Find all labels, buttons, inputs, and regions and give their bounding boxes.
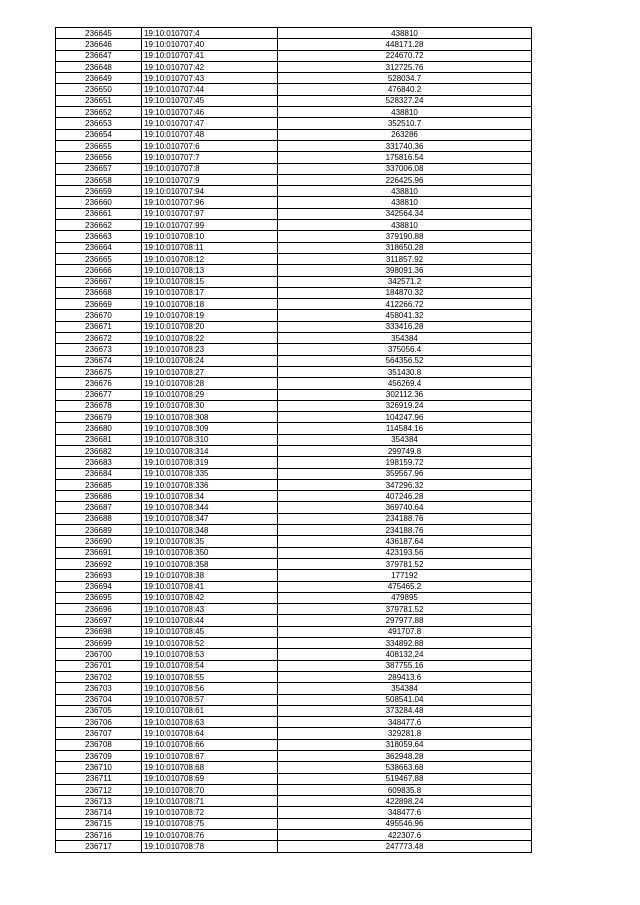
table-row xyxy=(56,61,532,72)
cadastral-number-cell: 19:10:010708:344 xyxy=(142,502,278,513)
table-row xyxy=(56,604,532,615)
cadastral-number-cell: 19:10:010708:12 xyxy=(142,253,278,264)
cadastral-number-cell: 19:10:010708:44 xyxy=(142,615,278,626)
cadastral-number-cell: 19:10:010707:99 xyxy=(142,220,278,231)
row-number-cell: 236671 xyxy=(56,321,142,332)
records-table-body xyxy=(56,28,532,853)
table-row xyxy=(56,536,532,547)
table-row xyxy=(56,95,532,106)
row-number-cell: 236713 xyxy=(56,796,142,807)
value-cell: 263286 xyxy=(278,129,532,140)
table-row xyxy=(56,208,532,219)
cadastral-number-cell: 19:10:010707:40 xyxy=(142,39,278,50)
value-cell: 359567.96 xyxy=(278,468,532,479)
cadastral-number-cell: 19:10:010708:319 xyxy=(142,457,278,468)
cadastral-number-cell: 19:10:010708:348 xyxy=(142,525,278,536)
value-cell: 609835.8 xyxy=(278,784,532,795)
row-number-cell: 236681 xyxy=(56,434,142,445)
row-number-cell: 236672 xyxy=(56,333,142,344)
table-row xyxy=(56,728,532,739)
cadastral-number-cell: 19:10:010708:19 xyxy=(142,310,278,321)
row-number-cell: 236650 xyxy=(56,84,142,95)
table-row xyxy=(56,231,532,242)
row-number-cell: 236716 xyxy=(56,830,142,841)
value-cell: 438810 xyxy=(278,107,532,118)
table-row xyxy=(56,649,532,660)
table-row xyxy=(56,321,532,332)
row-number-cell: 236647 xyxy=(56,50,142,61)
value-cell: 412266.72 xyxy=(278,299,532,310)
row-number-cell: 236679 xyxy=(56,412,142,423)
table-row xyxy=(56,457,532,468)
cadastral-number-cell: 19:10:010708:11 xyxy=(142,242,278,253)
value-cell: 528327.24 xyxy=(278,95,532,106)
value-cell: 458041.32 xyxy=(278,310,532,321)
cadastral-number-cell: 19:10:010708:308 xyxy=(142,412,278,423)
value-cell: 519467.88 xyxy=(278,773,532,784)
cadastral-number-cell: 19:10:010707:45 xyxy=(142,95,278,106)
value-cell: 318059.64 xyxy=(278,739,532,750)
value-cell: 495546.96 xyxy=(278,818,532,829)
row-number-cell: 236658 xyxy=(56,174,142,185)
table-row xyxy=(56,615,532,626)
value-cell: 476840.2 xyxy=(278,84,532,95)
cadastral-number-cell: 19:10:010708:53 xyxy=(142,649,278,660)
row-number-cell: 236660 xyxy=(56,197,142,208)
row-number-cell: 236664 xyxy=(56,242,142,253)
value-cell: 114584.16 xyxy=(278,423,532,434)
row-number-cell: 236655 xyxy=(56,140,142,151)
value-cell: 379781.52 xyxy=(278,604,532,615)
value-cell: 438810 xyxy=(278,220,532,231)
row-number-cell: 236715 xyxy=(56,818,142,829)
row-number-cell: 236712 xyxy=(56,784,142,795)
row-number-cell: 236684 xyxy=(56,468,142,479)
value-cell: 184870.32 xyxy=(278,287,532,298)
cadastral-number-cell: 19:10:010707:4 xyxy=(142,28,278,39)
row-number-cell: 236662 xyxy=(56,220,142,231)
cadastral-number-cell: 19:10:010708:78 xyxy=(142,841,278,852)
value-cell: 302112.36 xyxy=(278,389,532,400)
cadastral-number-cell: 19:10:010707:48 xyxy=(142,129,278,140)
cadastral-number-cell: 19:10:010708:54 xyxy=(142,660,278,671)
cadastral-number-cell: 19:10:010708:28 xyxy=(142,378,278,389)
row-number-cell: 236652 xyxy=(56,107,142,118)
table-row xyxy=(56,412,532,423)
row-number-cell: 236666 xyxy=(56,265,142,276)
value-cell: 373284.48 xyxy=(278,705,532,716)
value-cell: 326919.24 xyxy=(278,400,532,411)
table-row xyxy=(56,491,532,502)
table-row xyxy=(56,739,532,750)
table-row xyxy=(56,287,532,298)
value-cell: 104247.96 xyxy=(278,412,532,423)
table-row xyxy=(56,242,532,253)
data-sheet xyxy=(55,27,531,853)
table-row xyxy=(56,389,532,400)
cadastral-number-cell: 19:10:010707:43 xyxy=(142,73,278,84)
value-cell: 528034.7 xyxy=(278,73,532,84)
value-cell: 369740.64 xyxy=(278,502,532,513)
cadastral-number-cell: 19:10:010708:13 xyxy=(142,265,278,276)
cadastral-number-cell: 19:10:010708:336 xyxy=(142,479,278,490)
cadastral-number-cell: 19:10:010708:68 xyxy=(142,762,278,773)
row-number-cell: 236705 xyxy=(56,705,142,716)
row-number-cell: 236656 xyxy=(56,152,142,163)
row-number-cell: 236676 xyxy=(56,378,142,389)
table-row xyxy=(56,310,532,321)
table-row xyxy=(56,479,532,490)
row-number-cell: 236699 xyxy=(56,638,142,649)
value-cell: 438810 xyxy=(278,186,532,197)
value-cell: 342564.34 xyxy=(278,208,532,219)
cadastral-number-cell: 19:10:010708:30 xyxy=(142,400,278,411)
table-row xyxy=(56,671,532,682)
cadastral-number-cell: 19:10:010708:43 xyxy=(142,604,278,615)
table-row xyxy=(56,265,532,276)
table-row xyxy=(56,525,532,536)
cadastral-number-cell: 19:10:010708:38 xyxy=(142,570,278,581)
row-number-cell: 236694 xyxy=(56,581,142,592)
value-cell: 352510.7 xyxy=(278,118,532,129)
value-cell: 538663.68 xyxy=(278,762,532,773)
cadastral-number-cell: 19:10:010708:358 xyxy=(142,558,278,569)
records-table xyxy=(55,27,532,853)
value-cell: 436187.64 xyxy=(278,536,532,547)
cadastral-number-cell: 19:10:010708:71 xyxy=(142,796,278,807)
value-cell: 354384 xyxy=(278,333,532,344)
cadastral-number-cell: 19:10:010708:52 xyxy=(142,638,278,649)
table-row xyxy=(56,84,532,95)
cadastral-number-cell: 19:10:010707:46 xyxy=(142,107,278,118)
cadastral-number-cell: 19:10:010708:34 xyxy=(142,491,278,502)
table-row xyxy=(56,592,532,603)
row-number-cell: 236696 xyxy=(56,604,142,615)
table-row xyxy=(56,366,532,377)
table-row xyxy=(56,581,532,592)
table-row xyxy=(56,784,532,795)
row-number-cell: 236686 xyxy=(56,491,142,502)
row-number-cell: 236685 xyxy=(56,479,142,490)
table-row xyxy=(56,423,532,434)
value-cell: 337006.08 xyxy=(278,163,532,174)
value-cell: 331740.36 xyxy=(278,140,532,151)
row-number-cell: 236710 xyxy=(56,762,142,773)
row-number-cell: 236646 xyxy=(56,39,142,50)
table-row xyxy=(56,626,532,637)
value-cell: 448171.28 xyxy=(278,39,532,50)
row-number-cell: 236663 xyxy=(56,231,142,242)
row-number-cell: 236697 xyxy=(56,615,142,626)
cadastral-number-cell: 19:10:010707:44 xyxy=(142,84,278,95)
row-number-cell: 236645 xyxy=(56,28,142,39)
cadastral-number-cell: 19:10:010708:45 xyxy=(142,626,278,637)
table-row xyxy=(56,73,532,84)
value-cell: 456269.4 xyxy=(278,378,532,389)
row-number-cell: 236693 xyxy=(56,570,142,581)
value-cell: 508541.04 xyxy=(278,694,532,705)
row-number-cell: 236711 xyxy=(56,773,142,784)
table-row xyxy=(56,762,532,773)
cadastral-number-cell: 19:10:010708:347 xyxy=(142,513,278,524)
table-row xyxy=(56,445,532,456)
value-cell: 491707.8 xyxy=(278,626,532,637)
value-cell: 387755.16 xyxy=(278,660,532,671)
cadastral-number-cell: 19:10:010707:41 xyxy=(142,50,278,61)
cadastral-number-cell: 19:10:010708:20 xyxy=(142,321,278,332)
cadastral-number-cell: 19:10:010707:47 xyxy=(142,118,278,129)
cadastral-number-cell: 19:10:010708:35 xyxy=(142,536,278,547)
cadastral-number-cell: 19:10:010708:72 xyxy=(142,807,278,818)
row-number-cell: 236657 xyxy=(56,163,142,174)
row-number-cell: 236675 xyxy=(56,366,142,377)
row-number-cell: 236651 xyxy=(56,95,142,106)
value-cell: 438810 xyxy=(278,197,532,208)
table-row xyxy=(56,355,532,366)
table-row xyxy=(56,39,532,50)
value-cell: 351430.8 xyxy=(278,366,532,377)
cadastral-number-cell: 19:10:010707:8 xyxy=(142,163,278,174)
cadastral-number-cell: 19:10:010707:7 xyxy=(142,152,278,163)
row-number-cell: 236703 xyxy=(56,683,142,694)
table-row xyxy=(56,50,532,61)
value-cell: 334892.88 xyxy=(278,638,532,649)
table-row xyxy=(56,773,532,784)
value-cell: 234188.76 xyxy=(278,525,532,536)
value-cell: 362948.28 xyxy=(278,751,532,762)
row-number-cell: 236691 xyxy=(56,547,142,558)
cadastral-number-cell: 19:10:010708:17 xyxy=(142,287,278,298)
cadastral-number-cell: 19:10:010708:70 xyxy=(142,784,278,795)
table-row xyxy=(56,705,532,716)
row-number-cell: 236708 xyxy=(56,739,142,750)
row-number-cell: 236669 xyxy=(56,299,142,310)
row-number-cell: 236677 xyxy=(56,389,142,400)
cadastral-number-cell: 19:10:010707:94 xyxy=(142,186,278,197)
table-row xyxy=(56,513,532,524)
row-number-cell: 236689 xyxy=(56,525,142,536)
value-cell: 175816.54 xyxy=(278,152,532,163)
table-row xyxy=(56,841,532,852)
value-cell: 333416.28 xyxy=(278,321,532,332)
value-cell: 297977.88 xyxy=(278,615,532,626)
value-cell: 234188.76 xyxy=(278,513,532,524)
table-row xyxy=(56,434,532,445)
table-row xyxy=(56,558,532,569)
cadastral-number-cell: 19:10:010707:97 xyxy=(142,208,278,219)
table-row xyxy=(56,502,532,513)
row-number-cell: 236654 xyxy=(56,129,142,140)
table-row xyxy=(56,186,532,197)
table-row xyxy=(56,129,532,140)
value-cell: 177192 xyxy=(278,570,532,581)
cadastral-number-cell: 19:10:010708:76 xyxy=(142,830,278,841)
cadastral-number-cell: 19:10:010708:55 xyxy=(142,671,278,682)
table-row xyxy=(56,174,532,185)
row-number-cell: 236687 xyxy=(56,502,142,513)
cadastral-number-cell: 19:10:010707:42 xyxy=(142,61,278,72)
table-row xyxy=(56,638,532,649)
table-row xyxy=(56,818,532,829)
row-number-cell: 236668 xyxy=(56,287,142,298)
row-number-cell: 236706 xyxy=(56,717,142,728)
cadastral-number-cell: 19:10:010708:10 xyxy=(142,231,278,242)
value-cell: 311857.92 xyxy=(278,253,532,264)
value-cell: 379781.52 xyxy=(278,558,532,569)
table-row xyxy=(56,468,532,479)
table-row xyxy=(56,163,532,174)
row-number-cell: 236701 xyxy=(56,660,142,671)
cadastral-number-cell: 19:10:010708:310 xyxy=(142,434,278,445)
cadastral-number-cell: 19:10:010708:350 xyxy=(142,547,278,558)
value-cell: 348477.6 xyxy=(278,717,532,728)
cadastral-number-cell: 19:10:010707:96 xyxy=(142,197,278,208)
cadastral-number-cell: 19:10:010708:27 xyxy=(142,366,278,377)
row-number-cell: 236698 xyxy=(56,626,142,637)
table-row xyxy=(56,570,532,581)
table-row xyxy=(56,152,532,163)
value-cell: 475465.2 xyxy=(278,581,532,592)
value-cell: 354384 xyxy=(278,434,532,445)
value-cell: 318650.28 xyxy=(278,242,532,253)
cadastral-number-cell: 19:10:010708:69 xyxy=(142,773,278,784)
value-cell: 408132.24 xyxy=(278,649,532,660)
cadastral-number-cell: 19:10:010708:56 xyxy=(142,683,278,694)
table-row xyxy=(56,253,532,264)
value-cell: 289413.6 xyxy=(278,671,532,682)
cadastral-number-cell: 19:10:010708:29 xyxy=(142,389,278,400)
table-row xyxy=(56,107,532,118)
table-row xyxy=(56,333,532,344)
table-row xyxy=(56,660,532,671)
table-row xyxy=(56,28,532,39)
row-number-cell: 236667 xyxy=(56,276,142,287)
cadastral-number-cell: 19:10:010708:24 xyxy=(142,355,278,366)
table-row xyxy=(56,807,532,818)
table-row xyxy=(56,197,532,208)
row-number-cell: 236690 xyxy=(56,536,142,547)
value-cell: 354384 xyxy=(278,683,532,694)
cadastral-number-cell: 19:10:010708:75 xyxy=(142,818,278,829)
value-cell: 423193.56 xyxy=(278,547,532,558)
table-row xyxy=(56,276,532,287)
value-cell: 438810 xyxy=(278,28,532,39)
row-number-cell: 236692 xyxy=(56,558,142,569)
value-cell: 422898.24 xyxy=(278,796,532,807)
cadastral-number-cell: 19:10:010708:63 xyxy=(142,717,278,728)
value-cell: 564356.52 xyxy=(278,355,532,366)
table-row xyxy=(56,220,532,231)
row-number-cell: 236665 xyxy=(56,253,142,264)
value-cell: 226425.96 xyxy=(278,174,532,185)
row-number-cell: 236653 xyxy=(56,118,142,129)
value-cell: 247773.48 xyxy=(278,841,532,852)
row-number-cell: 236702 xyxy=(56,671,142,682)
value-cell: 407246.28 xyxy=(278,491,532,502)
table-row xyxy=(56,796,532,807)
table-row xyxy=(56,683,532,694)
table-row xyxy=(56,830,532,841)
cadastral-number-cell: 19:10:010708:23 xyxy=(142,344,278,355)
value-cell: 347296.32 xyxy=(278,479,532,490)
row-number-cell: 236709 xyxy=(56,751,142,762)
row-number-cell: 236649 xyxy=(56,73,142,84)
value-cell: 375056.4 xyxy=(278,344,532,355)
cadastral-number-cell: 19:10:010708:22 xyxy=(142,333,278,344)
value-cell: 329281.8 xyxy=(278,728,532,739)
value-cell: 342571.2 xyxy=(278,276,532,287)
table-row xyxy=(56,140,532,151)
value-cell: 299749.8 xyxy=(278,445,532,456)
table-row xyxy=(56,378,532,389)
value-cell: 348477.6 xyxy=(278,807,532,818)
row-number-cell: 236678 xyxy=(56,400,142,411)
row-number-cell: 236682 xyxy=(56,445,142,456)
cadastral-number-cell: 19:10:010708:67 xyxy=(142,751,278,762)
row-number-cell: 236648 xyxy=(56,61,142,72)
cadastral-number-cell: 19:10:010708:335 xyxy=(142,468,278,479)
cadastral-number-cell: 19:10:010708:61 xyxy=(142,705,278,716)
row-number-cell: 236659 xyxy=(56,186,142,197)
value-cell: 422307.6 xyxy=(278,830,532,841)
table-row xyxy=(56,717,532,728)
value-cell: 224670.72 xyxy=(278,50,532,61)
row-number-cell: 236717 xyxy=(56,841,142,852)
cadastral-number-cell: 19:10:010708:309 xyxy=(142,423,278,434)
row-number-cell: 236707 xyxy=(56,728,142,739)
cadastral-number-cell: 19:10:010708:41 xyxy=(142,581,278,592)
cadastral-number-cell: 19:10:010708:57 xyxy=(142,694,278,705)
row-number-cell: 236661 xyxy=(56,208,142,219)
row-number-cell: 236695 xyxy=(56,592,142,603)
table-row xyxy=(56,694,532,705)
table-row xyxy=(56,400,532,411)
row-number-cell: 236683 xyxy=(56,457,142,468)
cadastral-number-cell: 19:10:010707:6 xyxy=(142,140,278,151)
table-row xyxy=(56,344,532,355)
table-row xyxy=(56,299,532,310)
row-number-cell: 236674 xyxy=(56,355,142,366)
row-number-cell: 236688 xyxy=(56,513,142,524)
cadastral-number-cell: 19:10:010708:15 xyxy=(142,276,278,287)
value-cell: 379190.88 xyxy=(278,231,532,242)
table-row xyxy=(56,751,532,762)
row-number-cell: 236670 xyxy=(56,310,142,321)
row-number-cell: 236714 xyxy=(56,807,142,818)
value-cell: 198159.72 xyxy=(278,457,532,468)
value-cell: 479895 xyxy=(278,592,532,603)
table-row xyxy=(56,118,532,129)
cadastral-number-cell: 19:10:010708:18 xyxy=(142,299,278,310)
row-number-cell: 236704 xyxy=(56,694,142,705)
table-row xyxy=(56,547,532,558)
cadastral-number-cell: 19:10:010708:66 xyxy=(142,739,278,750)
value-cell: 312725.76 xyxy=(278,61,532,72)
value-cell: 398091.36 xyxy=(278,265,532,276)
cadastral-number-cell: 19:10:010708:42 xyxy=(142,592,278,603)
cadastral-number-cell: 19:10:010708:314 xyxy=(142,445,278,456)
cadastral-number-cell: 19:10:010708:64 xyxy=(142,728,278,739)
cadastral-number-cell: 19:10:010707:9 xyxy=(142,174,278,185)
row-number-cell: 236680 xyxy=(56,423,142,434)
row-number-cell: 236673 xyxy=(56,344,142,355)
row-number-cell: 236700 xyxy=(56,649,142,660)
